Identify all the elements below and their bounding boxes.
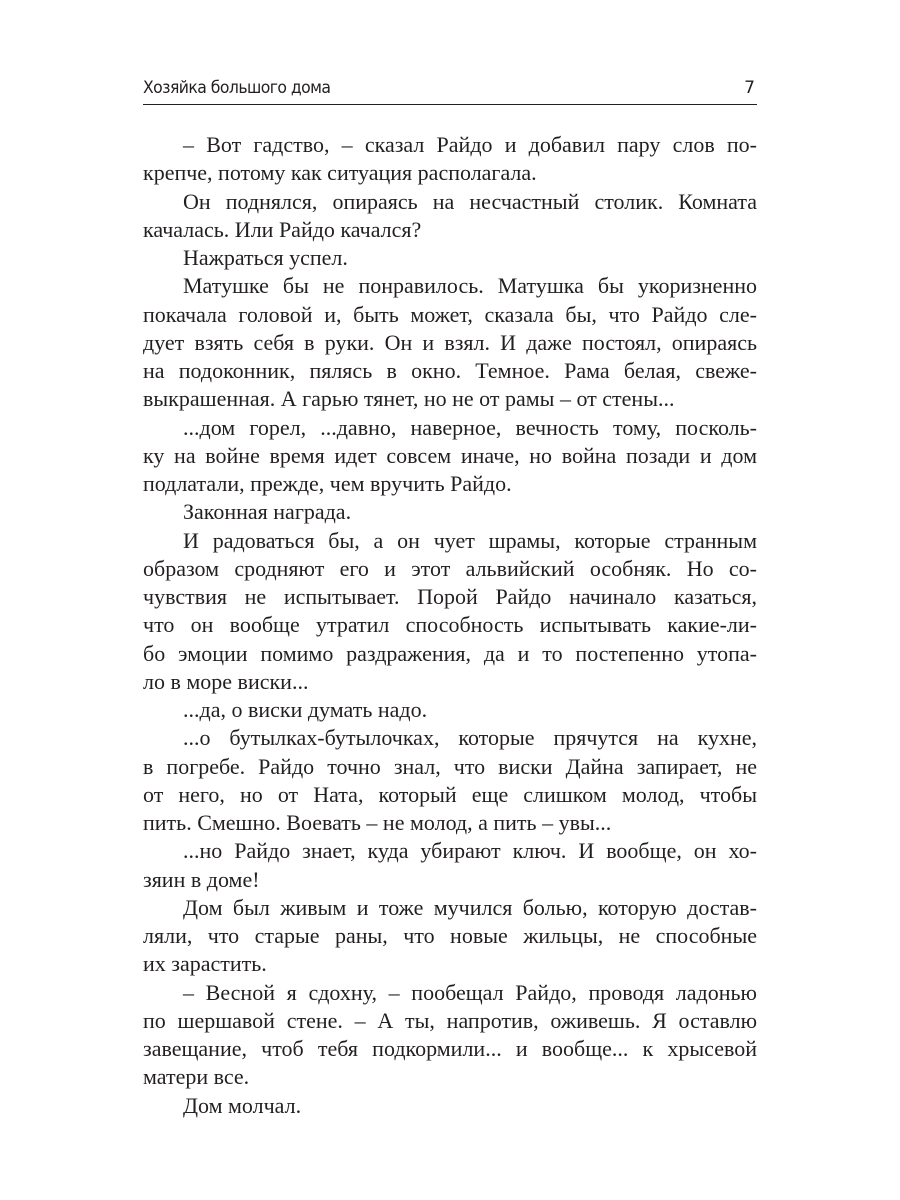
text-line: их зарастить. [143, 951, 267, 977]
paragraph [143, 414, 757, 499]
text-line: ...но Райдо знает, куда убирают ключ. И вообще, он хо- [183, 838, 757, 864]
paragraph [143, 837, 757, 894]
text-line: ...о бутылках-бутылочках, которые прячутся на кухне, [183, 725, 757, 751]
text-line: – Весной я сдохну, – пообещал Райдо, проводя ладонью [183, 979, 757, 1005]
header-rule [143, 104, 757, 105]
text-line: Нажраться успел. [183, 245, 348, 270]
text-line: качалась. Или Райдо качался? [143, 216, 422, 242]
text-line: покачала головой и, быть может, сказала бы, что Райдо сле- [143, 301, 757, 327]
paragraph [143, 498, 757, 526]
text-line: подлатали, прежде, чем вручить Райдо. [143, 471, 512, 496]
paragraph [143, 244, 757, 272]
text-line: И радоваться бы, а он чует шрамы, которые странным [183, 527, 757, 553]
text-line: – Вот гадство, – сказал Райдо и добавил пару слов по- [183, 132, 757, 157]
text-line: что он вообще утратил способность испытывать какие-ли- [143, 612, 757, 638]
paragraph [143, 131, 757, 188]
text-line: Матушке бы не понравилось. Матушка бы укоризненно [183, 273, 757, 299]
text-line: завещание, чтоб тебя подкормили... и вообще... к хрысевой [143, 1036, 757, 1061]
page-number: 7 [744, 78, 755, 98]
paragraph [143, 188, 757, 245]
paragraph [143, 527, 757, 697]
text-line: образом сродняют его и этот альвийский особняк. Но со- [143, 555, 757, 581]
text-line: чувствия не испытывает. Порой Райдо начинало казаться, [143, 584, 757, 609]
paragraph [143, 696, 757, 724]
paragraph [143, 272, 757, 413]
text-line: ло в море виски... [143, 668, 309, 694]
text-line: матери все. [143, 1064, 250, 1090]
text-line: от него, но от Ната, который еще слишком молод, чтобы [143, 781, 757, 807]
running-header [143, 76, 757, 104]
text-line: Дом молчал. [183, 1092, 302, 1118]
paragraph [143, 724, 757, 837]
paragraph [143, 894, 757, 979]
text-line: ляли, что старые раны, что новые жильцы, не способные [143, 923, 757, 948]
text-line: Он поднялся, опираясь на несчастный столик. Комната [183, 188, 757, 214]
text-line: крепче, потому как ситуация располагала. [143, 160, 537, 186]
text-line: ...да, о виски думать надо. [183, 697, 428, 722]
text-line: Законная награда. [183, 499, 352, 525]
text-line: по шершавой стене. – А ты, напротив, оживешь. Я оставлю [143, 1007, 757, 1033]
text-line: пить. Смешно. Воевать – не молод, а пить – увы... [143, 810, 612, 835]
text-line: выкрашенная. А гарью тянет, но не от рамы – от стены... [143, 386, 675, 412]
text-line: бо эмоции помимо раздражения, да и то постепенно утопа- [143, 640, 757, 666]
text-line: дует взять себя в руки. Он и взял. И даже постоял, опираясь [143, 329, 757, 355]
text-line: в погребе. Райдо точно знал, что виски Дайна запирает, не [143, 753, 757, 779]
book-title: Хозяйка большого дома [143, 78, 331, 98]
text-line: ку на войне время идет совсем иначе, но война позади и дом [143, 442, 757, 468]
paragraph [143, 979, 757, 1092]
text-line: зяин в доме! [143, 866, 260, 892]
text-line: ...дом горел, ...давно, наверное, вечность тому, посколь- [183, 414, 757, 440]
paragraph [143, 1092, 757, 1120]
text-line: Дом был живым и тоже мучился болью, которую достав- [183, 894, 757, 920]
text-line: на подоконник, пялясь в окно. Темное. Рама белая, свеже- [143, 358, 757, 383]
page-body-text [143, 131, 757, 1120]
